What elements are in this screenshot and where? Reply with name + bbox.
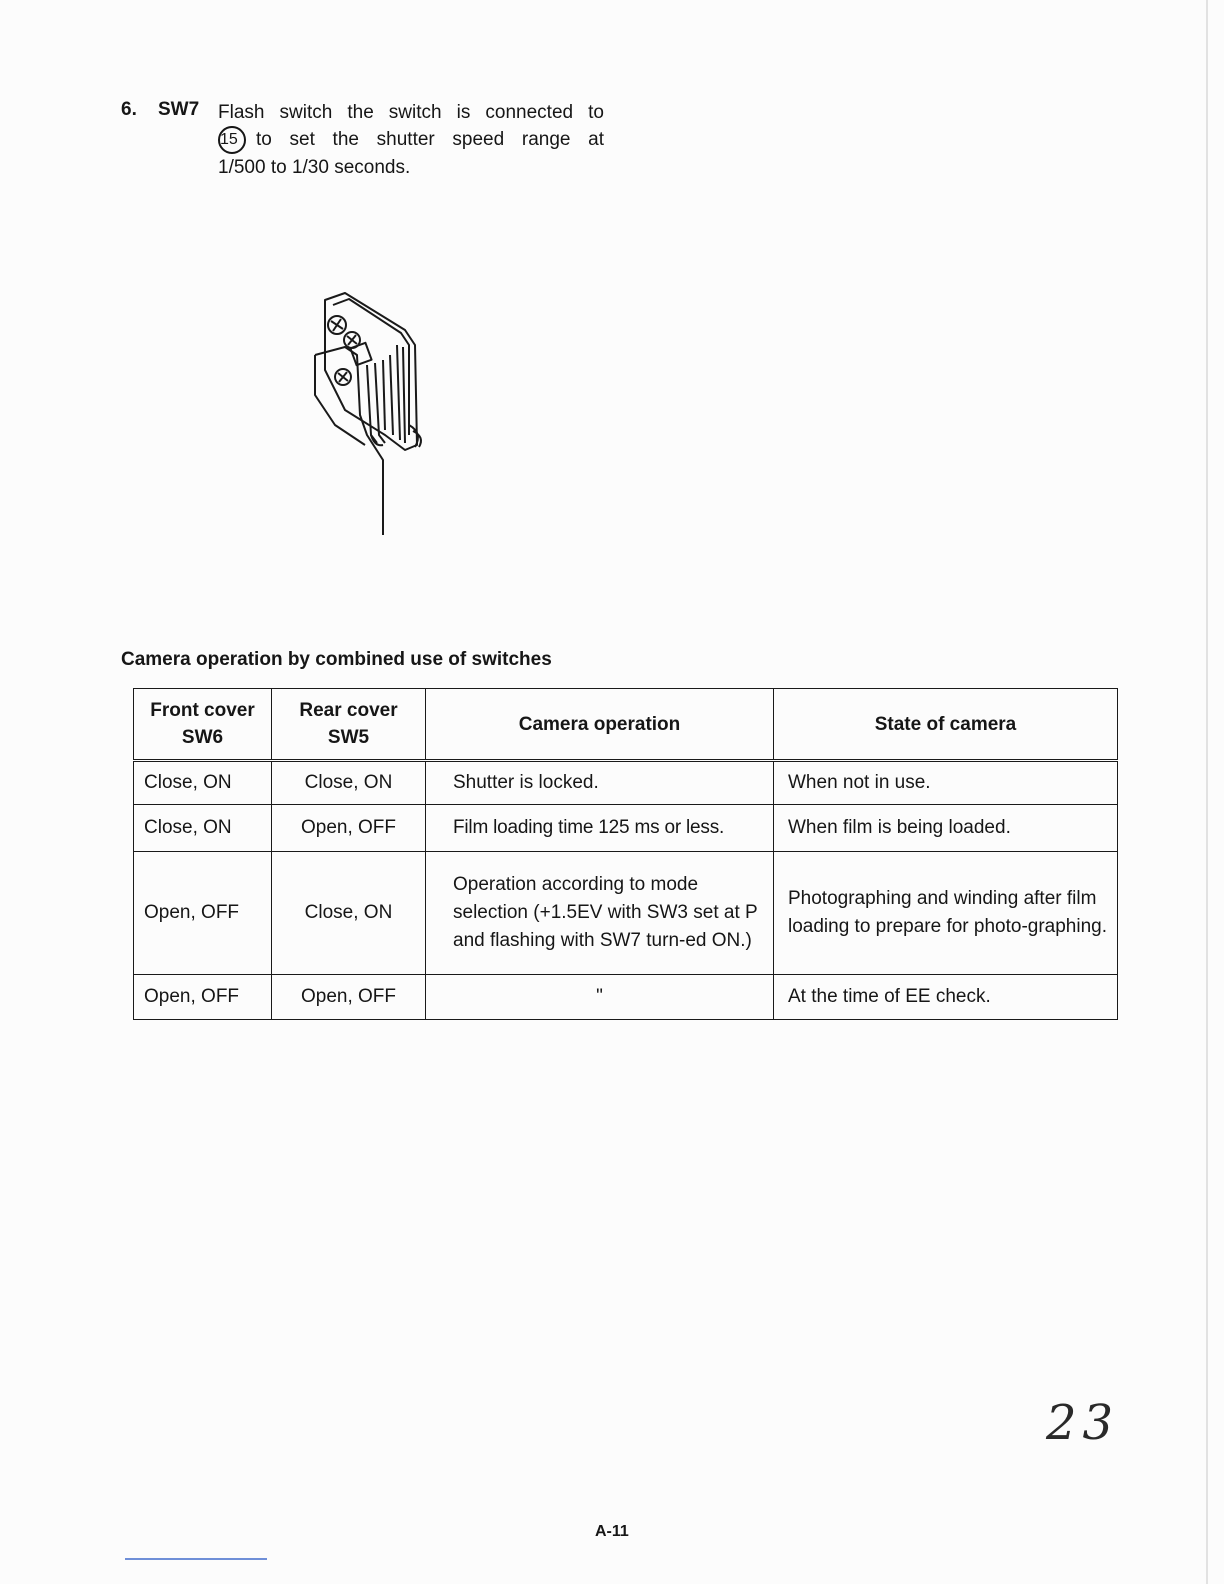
cell-front-cover: Open, OFF [134,852,272,975]
cell-camera-operation: Shutter is locked. [426,761,774,805]
table-row [134,805,1118,852]
header-camera-operation: Camera operation [426,689,774,761]
circled-reference: 15 [218,126,246,154]
cell-state-of-camera: When film is being loaded. [774,805,1118,852]
item-line-2 [218,126,604,154]
header-front-cover: Front cover SW6 [134,689,272,761]
cell-front-cover: Close, ON [134,805,272,852]
cell-state-of-camera: At the time of EE check. [774,975,1118,1020]
cell-camera-operation-ditto: " [426,975,774,1020]
header-state-of-camera: State of camera [774,689,1118,761]
cell-state-of-camera: When not in use. [774,761,1118,805]
bottom-rule [125,1558,267,1560]
cell-rear-cover: Close, ON [272,761,426,805]
item-line-1: Flash switch the switch is connected to [218,102,604,123]
cell-rear-cover: Open, OFF [272,975,426,1020]
page-footer: A-11 [595,1523,629,1540]
cell-camera-operation: Operation according to mode selection (+1.5EV with SW3 set at P and flashing with SW7 turn-ed ON.) [426,852,774,975]
flash-switch-diagram-icon [305,285,430,540]
cell-front-cover: Open, OFF [134,975,272,1020]
handwritten-page-number: 23 [1046,1395,1120,1451]
item-label: SW7 [158,99,200,120]
cell-rear-cover: Close, ON [272,852,426,975]
header-rear-cover: Rear cover SW5 [272,689,426,761]
scan-edge [1206,0,1208,1584]
table-row [134,975,1118,1020]
switch-operation-table [133,688,1118,1020]
table-header-row [134,689,1118,761]
table-row [134,852,1118,975]
section-title: Camera operation by combined use of switches [121,649,552,670]
item-line-3: 1/500 to 1/30 seconds. [218,157,411,178]
item-description [218,99,604,181]
cell-rear-cover: Open, OFF [272,805,426,852]
item-line-2-text: to set the shutter speed range at [256,129,604,151]
cell-state-of-camera: Photographing and winding after film loading to prepare for photo-graphing. [774,852,1118,975]
table-row [134,761,1118,805]
cell-camera-operation: Film loading time 125 ms or less. [426,805,774,852]
cell-front-cover: Close, ON [134,761,272,805]
item-number: 6. [121,99,137,120]
